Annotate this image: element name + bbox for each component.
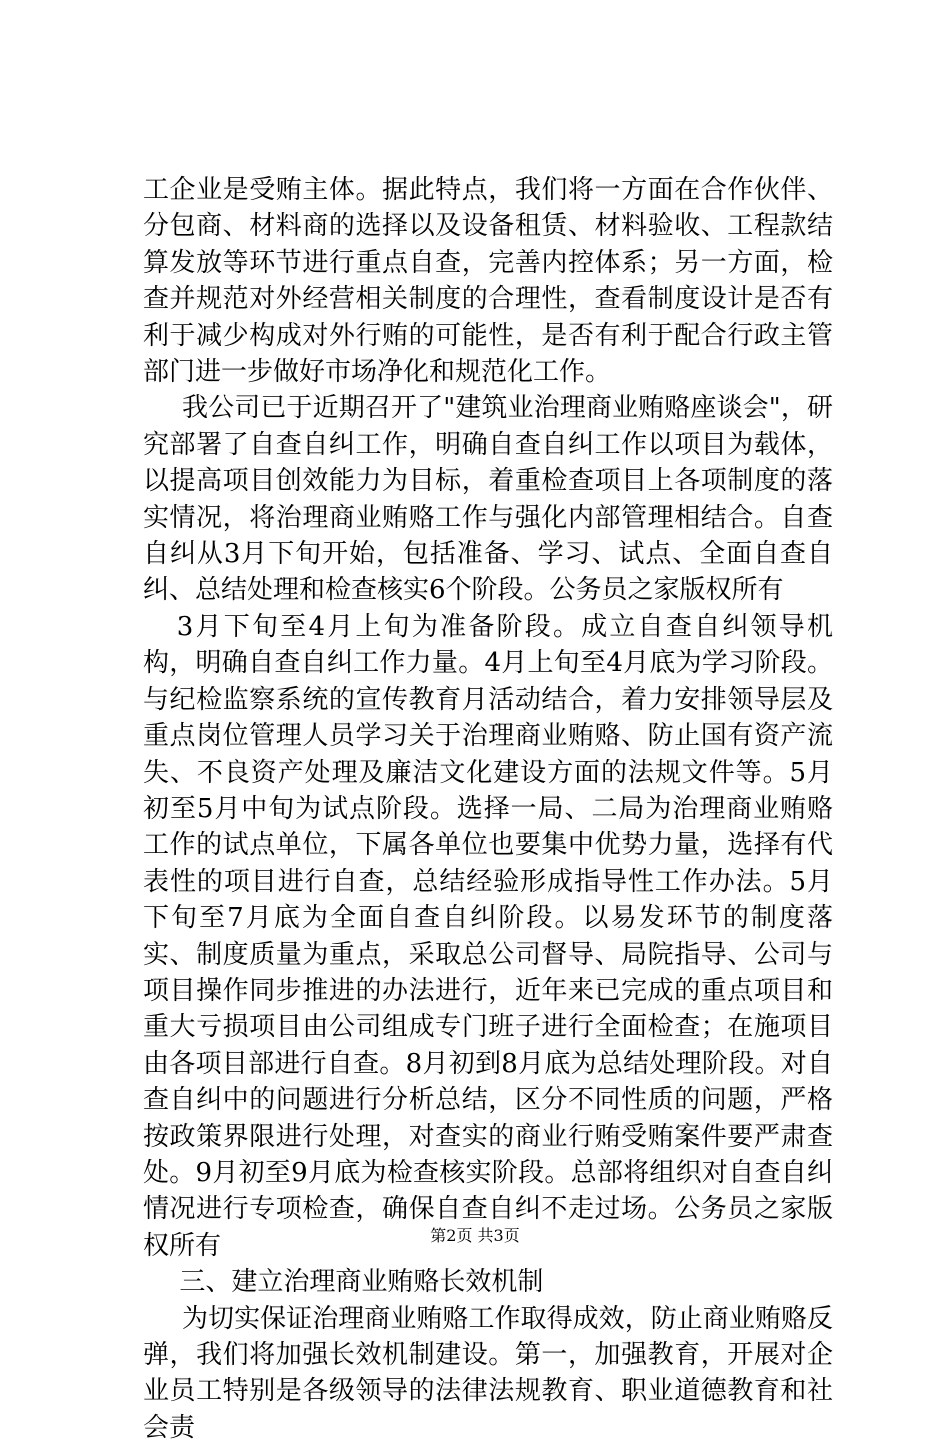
paragraph-mechanism: 为切实保证治理商业贿赂工作取得成效，防止商业贿赂反弹，我们将加强长效机制建设。第一，加强教育，开展对企业员工特别是各级领导的法律法规教育、职业道德教育和社会责: [143, 1303, 833, 1443]
paragraph-continuation: 工企业是受贿主体。据此特点，我们将一方面在合作伙伴、分包商、材料商的选择以及设备租赁、材料验收、工程款结算发放等环节进行重点自查，完善内控体系；另一方面，检查并规范对外经营相关制度的合理性，查看制度设计是否有利于减少构成对外行贿的可能性，是否有利于配合行政主管部门进一步做好市场净化和规范化工作。: [143, 175, 833, 388]
section-heading: 三、建立治理商业贿赂长效机制: [179, 1267, 544, 1298]
document-body: [143, 172, 833, 1446]
paragraph-meeting: 我公司已于近期召开了"建筑业治理商业贿赂座谈会"，研究部署了自查自纠工作，明确自查自纠工作以项目为载体，以提高项目创效能力为目标，着重检查项目上各项制度的落实情况，将治理商业贿赂工作与强化内部管理相结合。自查自纠从3月下旬开始，包括准备、学习、试点、全面自查自纠、总结处理和检查核实6个阶段。公务员之家版权所有: [143, 393, 833, 606]
paragraph-stages: 3月下旬至4月上旬为准备阶段。成立自查自纠领导机构，明确自查自纠工作力量。4月上旬至4月底为学习阶段。与纪检监察系统的宣传教育月活动结合，着力安排领导层及重点岗位管理人员学习关于治理商业贿赂、防止国有资产流失、不良资产处理及廉洁文化建设方面的法规文件等。5月初至5月中旬为试点阶段。选择一局、二局为治理商业贿赂工作的试点单位，下属各单位也要集中优势力量，选择有代表性的项目进行自查，总结经验形成指导性工作办法。5月下旬至7月底为全面自查自纠阶段。以易发环节的制度落实、制度质量为重点，采取总公司督导、局院指导、公司与项目操作同步推进的办法进行，近年来已完成的重点项目和重大亏损项目由公司组成专门班子进行全面检查；在施项目由各项目部进行自查。8月初到8月底为总结处理阶段。对自查自纠中的问题进行分析总结，区分不同性质的问题，严格按政策界限进行处理，对查实的商业行贿受贿案件要严肃查处。9月初至9月底为检查核实阶段。总部将组织对自查自纠情况进行专项检查，确保自查自纠不走过场。公务员之家版权所有: [143, 611, 833, 1261]
page-footer: 第2页 共3页: [430, 1226, 520, 1245]
